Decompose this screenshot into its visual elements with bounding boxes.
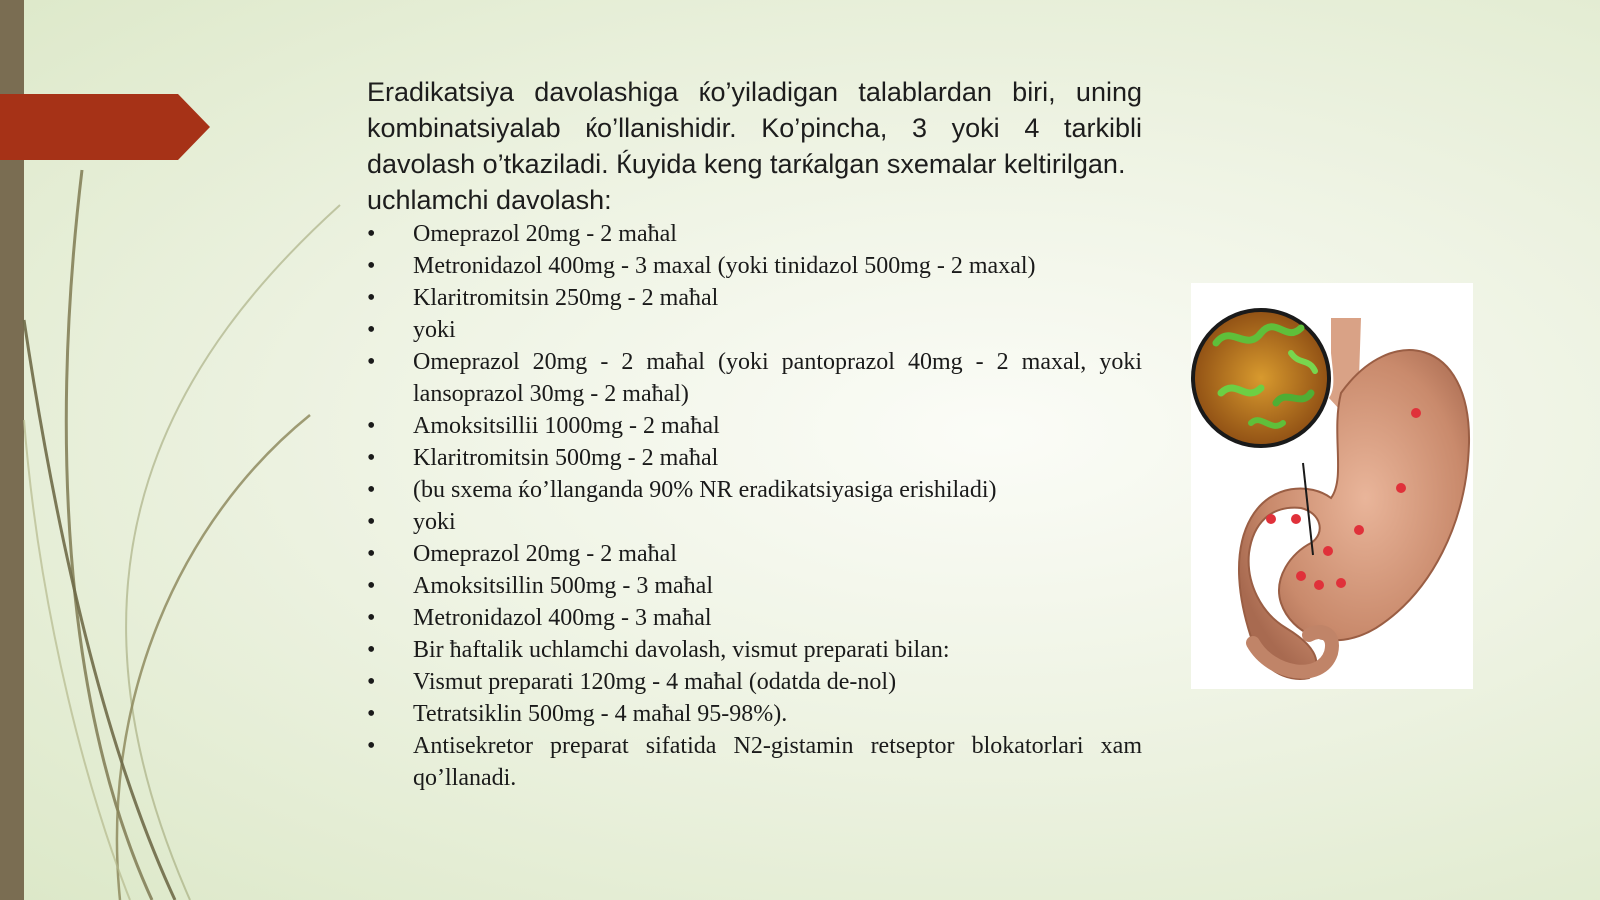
list-item: • Omeprazol 20mg - 2 maħal (367, 538, 1142, 570)
intro-paragraph: Eradikatsiya davolashiga ќo’yiladigan talablardan biri, uning kombinatsiyalab ќo’llanishidir. Ko’pincha, 3 yoki 4 tarkibli davolash o’tkaziladi. Ќuyida keng tarќalgan sxemalar keltirilgan. (367, 77, 1142, 179)
list-item: • Metronidazol 400mg - 3 maħal (367, 602, 1142, 634)
slide-body (367, 74, 1142, 794)
list-item: • Omeprazol 20mg - 2 maħal (367, 218, 1142, 250)
list-item: • (bu sxema ќo’llanganda 90% NR eradikatsiyasiga erishiladi) (367, 474, 1142, 506)
title-ribbon (0, 94, 210, 160)
list-item: • Amoksitsillii 1000mg - 2 maħal (367, 410, 1142, 442)
list-item: • Amoksitsillin 500mg - 3 maħal (367, 570, 1142, 602)
list-item: • Bir ħaftalik uchlamchi davolash, vismut preparati bilan: (367, 634, 1142, 666)
list-item: • Vismut preparati 120mg - 4 maħal (odatda de-nol) (367, 666, 1142, 698)
treatment-list (367, 218, 1142, 794)
section-subheading: uchlamchi davolash: (367, 185, 612, 215)
list-item: • Tetratsiklin 500mg - 4 maħal 95-98%). (367, 698, 1142, 730)
list-item: • Klaritromitsin 250mg - 2 maħal (367, 282, 1142, 314)
list-item: • yoki (367, 506, 1142, 538)
list-item: • Metronidazol 400mg - 3 maxal (yoki tinidazol 500mg - 2 maxal) (367, 250, 1142, 282)
list-item: • Klaritromitsin 500mg - 2 maħal (367, 442, 1142, 474)
stomach-illustration (1191, 283, 1473, 689)
list-item: • Omeprazol 20mg - 2 maħal (yoki pantoprazol 40mg - 2 maxal, yoki lansoprazol 30mg - 2 maħal) (367, 346, 1142, 410)
list-item: • Antisekretor preparat sifatida N2-gistamin retseptor blokatorlari xam qo’llanadi. (367, 730, 1142, 794)
list-item: • yoki (367, 314, 1142, 346)
stomach-icon (1191, 283, 1473, 689)
